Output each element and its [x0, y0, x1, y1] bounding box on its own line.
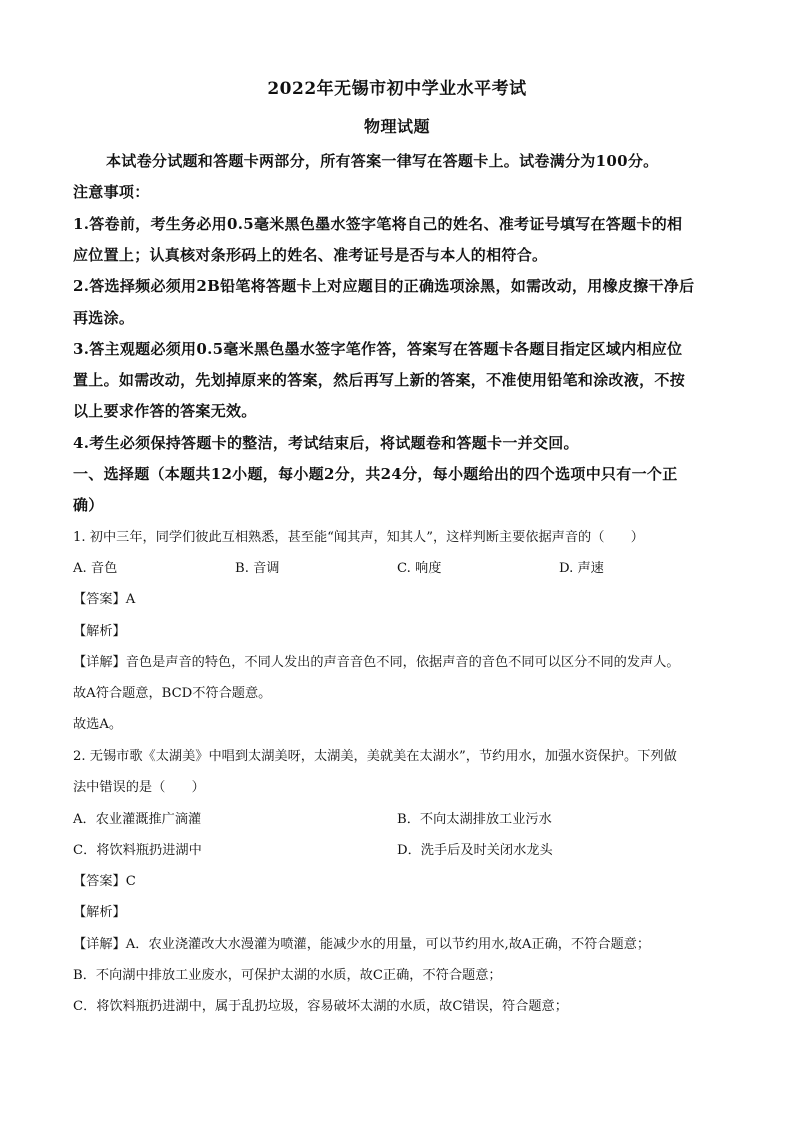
q2-stem-line-2: 法中错误的是（ ） [73, 780, 205, 795]
q2-option-b: B．不向太湖排放工业污水 [397, 812, 552, 827]
notice-item-3-line-3: 以上要求作答的答案无效。 [73, 402, 257, 420]
q2-detail-line-2: B．不向湖中排放工业废水，可保护太湖的水质，故C正确，不符合题意； [73, 968, 502, 983]
q2-option-d: D．洗手后及时关闭水龙头 [397, 843, 553, 858]
q1-option-d: D. 声速 [559, 561, 604, 576]
q1-option-a: A. 音色 [73, 561, 118, 576]
notice-item-1-line-2: 应位置上；认真核对条形码上的姓名、准考证号是否与本人的相符合。 [73, 246, 548, 264]
exam-subtitle: 物理试题 [363, 117, 430, 136]
q2-stem-line-1: 2. 无锡市歌《太湖美》中唱到太湖美呀，太湖美，美就美在太湖水”，节约用水，加强水资保护。下列做 [73, 749, 677, 764]
notice-item-2-line-1: 2.答选择频必须用2B铅笔将答题卡上对应题目的正确选项涂黑，如需改动，用橡皮擦干净后 [73, 277, 695, 295]
intro-text: 本试卷分试题和答题卡两部分，所有答案一律写在答题卡上。试卷满分为100分。 [106, 152, 659, 170]
q1-option-b: B. 音调 [235, 561, 280, 576]
notice-heading: 注意事项： [73, 183, 150, 201]
q2-analysis: 【解析】 [73, 905, 126, 920]
section-heading-line-1: 一、选择题（本题共12小题，每小题2分，共24分，每小题给出的四个选项中只有一个正 [73, 465, 678, 483]
notice-item-2-line-2: 再选涂。 [73, 309, 135, 327]
notice-item-4: 4.考生必须保持答题卡的整洁，考试结束后，将试题卷和答题卡一并交回。 [73, 434, 579, 452]
q1-conclusion: 故选A。 [73, 717, 123, 732]
q2-detail-line-3: C．将饮料瓶扔进湖中，属于乱扔垃圾，容易破坏太湖的水质，故C错误，符合题意； [73, 999, 568, 1014]
section-heading-line-2: 确） [73, 496, 104, 514]
notice-item-3-line-1: 3.答主观题必须用0.5毫米黑色墨水签字笔作答，答案写在答题卡各题目指定区域内相应位 [73, 340, 683, 358]
q2-option-a: A．农业灌溉推广滴灌 [73, 812, 202, 827]
notice-item-1-line-1: 1.答卷前，考生务必用0.5毫米黑色墨水签字笔将自己的姓名、准考证号填写在答题卡的相 [73, 215, 683, 233]
q1-analysis: 【解析】 [73, 624, 126, 639]
q1-stem: 1. 初中三年，同学们彼此互相熟悉，甚至能“闻其声，知其人”，这样判断主要依据声音的（ ） [73, 530, 644, 545]
q1-detail-line-1: 【详解】音色是声音的特色，不同人发出的声音音色不同，依据声音的音色不同可以区分不同的发声人。 [73, 655, 680, 670]
q1-detail-line-2: 故A符合题意，BCD不符合题意。 [73, 686, 272, 701]
q2-answer: 【答案】C [73, 874, 136, 889]
q1-answer: 【答案】A [73, 592, 136, 607]
notice-item-3-line-2: 置上。如需改动，先划掉原来的答案，然后再写上新的答案，不准使用铅笔和涂改液，不按 [73, 371, 686, 389]
q1-option-c: C. 响度 [397, 561, 442, 576]
q2-option-c: C．将饮料瓶扔进湖中 [73, 843, 202, 858]
q2-detail-line-1: 【详解】A．农业浇灌改大水漫灌为喷灌，能减少水的用量，可以节约用水,故A正确，不符合题意； [73, 937, 651, 952]
exam-title: 2022年无锡市初中学业水平考试 [267, 79, 527, 99]
